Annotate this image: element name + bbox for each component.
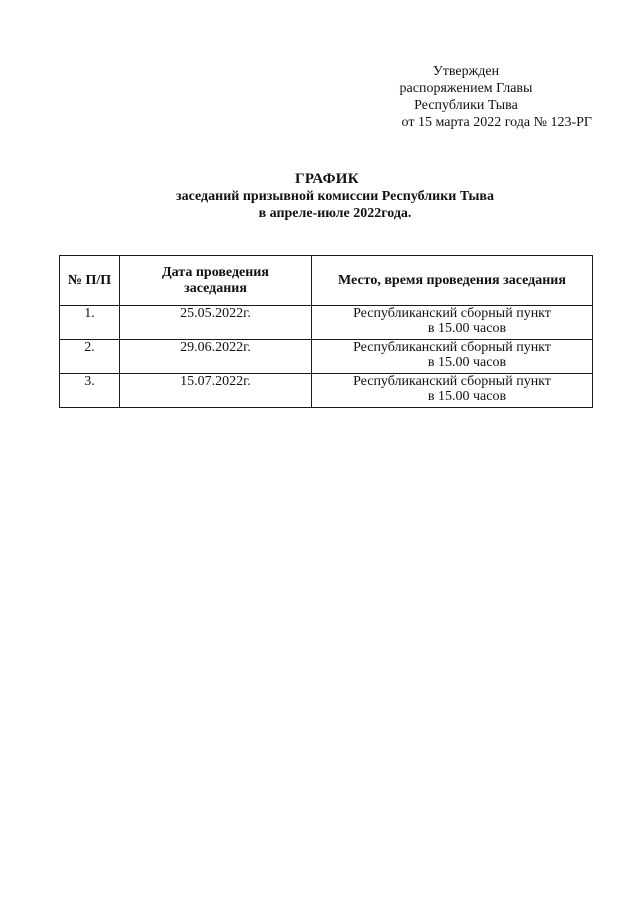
document-subtitle: заседаний призывной комиссии Республики Тыва xyxy=(176,189,494,204)
row-number: 1. xyxy=(60,306,120,340)
row-place-time: в 15.00 часов xyxy=(427,389,507,404)
row-place xyxy=(312,340,593,374)
row-number: 2. xyxy=(60,340,120,374)
row-place-name: Республиканский сборный пункт xyxy=(353,306,551,321)
table-row xyxy=(60,374,593,408)
row-place xyxy=(312,306,593,340)
row-place-time: в 15.00 часов xyxy=(427,355,507,370)
row-date: 15.07.2022г. xyxy=(120,374,312,408)
row-date: 25.05.2022г. xyxy=(120,306,312,340)
document-title-block xyxy=(0,171,640,222)
document-title: ГРАФИК xyxy=(295,171,359,187)
approval-line-approved: Утвержден xyxy=(432,64,500,79)
row-place-time: в 15.00 часов xyxy=(427,321,507,336)
document-period: в апреле-июле 2022года. xyxy=(258,206,412,221)
row-date: 29.06.2022г. xyxy=(120,340,312,374)
table-row xyxy=(60,306,593,340)
header-date-line2: заседания xyxy=(184,280,247,296)
approval-line-republic: Республики Тыва xyxy=(414,98,518,113)
schedule-table xyxy=(59,255,593,408)
header-number: № П/П xyxy=(60,256,120,306)
row-place-name: Республиканский сборный пункт xyxy=(353,340,551,355)
approval-line-order: распоряжением Главы xyxy=(399,81,533,96)
row-number: 3. xyxy=(60,374,120,408)
row-place-name: Республиканский сборный пункт xyxy=(353,374,551,389)
header-place: Место, время проведения заседания xyxy=(312,256,593,306)
header-date xyxy=(120,256,312,306)
row-place xyxy=(312,374,593,408)
header-date-line1: Дата проведения xyxy=(162,264,269,280)
approval-stamp-block xyxy=(346,63,592,131)
table-header-row xyxy=(60,256,593,306)
approval-line-date-number: от 15 марта 2022 года № 123-РГ xyxy=(401,115,592,130)
table-row xyxy=(60,340,593,374)
